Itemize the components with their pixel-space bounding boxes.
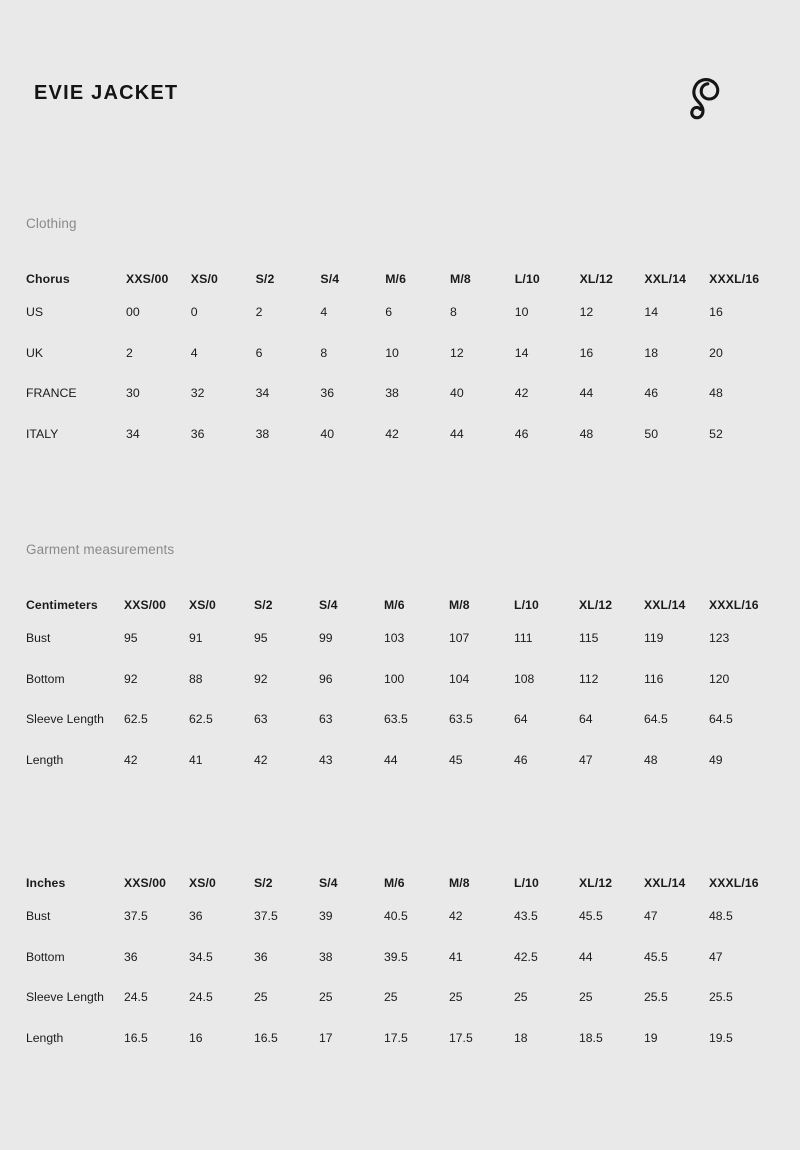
cell: 47	[709, 949, 723, 964]
cell: 6	[385, 305, 393, 320]
cell: 112	[579, 671, 599, 686]
cell: 64	[579, 712, 593, 727]
cell: 16.5	[124, 1030, 148, 1045]
cell: 24.5	[189, 990, 213, 1005]
cell: 49	[709, 752, 723, 767]
cell: 25	[254, 990, 268, 1005]
cell: 44	[579, 386, 594, 401]
cell: 107	[449, 631, 470, 646]
cell: 16	[709, 305, 723, 320]
cell: 18	[514, 1030, 528, 1045]
column-header: M/6	[384, 598, 405, 612]
cell: 25.5	[709, 990, 733, 1005]
column-header: L/10	[514, 876, 539, 890]
cell: 64.5	[709, 712, 733, 727]
cell: 17	[319, 1030, 333, 1045]
cell: 19	[644, 1030, 658, 1045]
cell: 34.5	[189, 949, 213, 964]
cell: 123	[709, 631, 730, 646]
cell: 14	[644, 305, 659, 320]
cell: 25	[449, 990, 463, 1005]
cell: 45.5	[579, 909, 603, 924]
cell: 92	[124, 671, 138, 686]
table-header-row	[26, 254, 774, 292]
inches-table	[26, 858, 774, 1058]
column-header: S/4	[320, 272, 340, 286]
row-label: Length	[26, 1030, 64, 1045]
column-header: Centimeters	[26, 598, 98, 612]
cell: 36	[190, 426, 205, 441]
cell: 46	[644, 386, 659, 401]
cell: 20	[709, 345, 723, 360]
row-label: Sleeve Length	[26, 990, 104, 1005]
column-header: XXL/14	[644, 272, 687, 286]
row-label: Sleeve Length	[26, 712, 104, 727]
cell: 2	[126, 345, 133, 360]
table-row	[26, 740, 774, 781]
cell: 8	[449, 305, 457, 320]
cell: 62.5	[189, 712, 213, 727]
cell: 37.5	[254, 909, 278, 924]
table-row	[26, 414, 774, 455]
table-row	[26, 1018, 774, 1059]
column-header: XL/12	[579, 272, 614, 286]
column-header: M/8	[449, 598, 470, 612]
cell: 44	[579, 949, 593, 964]
cell: 63	[254, 712, 268, 727]
cell: 42	[254, 752, 268, 767]
column-header: L/10	[514, 598, 539, 612]
cell: 18	[644, 345, 659, 360]
cell: 00	[126, 305, 140, 320]
table-row	[26, 699, 774, 740]
cell: 43	[319, 752, 333, 767]
cell: 48	[709, 386, 723, 401]
centimeters-table	[26, 580, 774, 780]
column-header: S/2	[255, 272, 275, 286]
cell: 25.5	[644, 990, 668, 1005]
brand-monogram-icon	[672, 70, 728, 126]
column-header: M/8	[449, 272, 471, 286]
cell: 39.5	[384, 949, 408, 964]
cell: 16.5	[254, 1030, 278, 1045]
row-label: ITALY	[26, 426, 59, 441]
cell: 0	[190, 305, 198, 320]
cell: 16	[579, 345, 594, 360]
table-row	[26, 292, 774, 333]
cell: 95	[124, 631, 138, 646]
cell: 10	[514, 305, 529, 320]
column-header: XXL/14	[644, 876, 686, 890]
section-garment-measurements	[26, 542, 774, 780]
cell: 48.5	[709, 909, 733, 924]
cell: 47	[644, 909, 658, 924]
cell: 6	[255, 345, 263, 360]
cell: 41	[449, 949, 463, 964]
cell: 63.5	[384, 712, 408, 727]
cell: 111	[514, 631, 533, 646]
cell: 46	[514, 752, 528, 767]
section-clothing	[26, 216, 774, 454]
cell: 8	[320, 345, 328, 360]
cell: 42	[385, 426, 399, 441]
cell: 43.5	[514, 909, 538, 924]
table-row	[26, 896, 774, 937]
column-header: XS/0	[190, 272, 218, 286]
row-label: US	[26, 305, 44, 320]
column-header: XS/0	[189, 876, 216, 890]
cell: 36	[320, 386, 335, 401]
cell: 34	[126, 426, 140, 441]
column-header: S/2	[254, 598, 273, 612]
cell: 2	[255, 305, 263, 320]
cell: 104	[449, 671, 470, 686]
column-header: XXXL/16	[709, 272, 760, 286]
column-header: L/10	[514, 272, 540, 286]
column-header: XXS/00	[124, 876, 167, 890]
cell: 42	[449, 909, 463, 924]
column-header: S/4	[319, 876, 338, 890]
table-row	[26, 618, 774, 659]
column-header: Inches	[26, 876, 66, 890]
column-header: XL/12	[579, 876, 613, 890]
page-header	[26, 0, 774, 170]
section-inches	[26, 858, 774, 1058]
clothing-size-table	[26, 254, 774, 454]
column-header: Chorus	[26, 272, 70, 286]
cell: 45	[449, 752, 463, 767]
cell: 25	[319, 990, 333, 1005]
cell: 10	[385, 345, 399, 360]
table-header-row	[26, 580, 774, 618]
row-label: Bust	[26, 909, 51, 924]
row-label: Length	[26, 752, 64, 767]
cell: 34	[255, 386, 270, 401]
cell: 88	[189, 671, 203, 686]
column-header: XXL/14	[644, 598, 686, 612]
table-row	[26, 333, 774, 374]
table-header-row	[26, 858, 774, 896]
column-header: XL/12	[579, 598, 613, 612]
cell: 36	[124, 949, 138, 964]
cell: 44	[384, 752, 398, 767]
cell: 12	[579, 305, 594, 320]
cell: 95	[254, 631, 268, 646]
column-header: S/2	[254, 876, 273, 890]
cell: 45.5	[644, 949, 668, 964]
cell: 48	[644, 752, 658, 767]
cell: 38	[385, 386, 399, 401]
cell: 14	[514, 345, 529, 360]
cell: 38	[319, 949, 333, 964]
cell: 115	[579, 631, 599, 646]
cell: 16	[189, 1030, 203, 1045]
cell: 120	[709, 671, 730, 686]
cell: 119	[644, 631, 664, 646]
cell: 99	[319, 631, 333, 646]
column-header: XXXL/16	[709, 598, 759, 612]
column-header: XS/0	[189, 598, 216, 612]
cell: 41	[189, 752, 203, 767]
cell: 19.5	[709, 1030, 733, 1045]
cell: 91	[189, 631, 203, 646]
cell: 24.5	[124, 990, 148, 1005]
row-label: Bottom	[26, 949, 65, 964]
cell: 40	[449, 386, 464, 401]
cell: 4	[320, 305, 328, 320]
column-header: M/6	[385, 272, 407, 286]
cell: 96	[319, 671, 333, 686]
cell: 47	[579, 752, 593, 767]
cell: 36	[189, 909, 203, 924]
cell: 42.5	[514, 949, 538, 964]
cell: 25	[514, 990, 528, 1005]
cell: 17.5	[449, 1030, 473, 1045]
column-header: M/6	[384, 876, 405, 890]
column-header: XXS/00	[126, 272, 169, 286]
cell: 62.5	[124, 712, 148, 727]
cell: 48	[579, 426, 594, 441]
table-row	[26, 373, 774, 414]
cell: 32	[190, 386, 205, 401]
cell: 100	[384, 671, 405, 686]
section-label-garment-measurements: Garment measurements	[26, 542, 175, 557]
cell: 42	[514, 386, 529, 401]
cell: 25	[384, 990, 398, 1005]
cell: 108	[514, 671, 535, 686]
row-label: Bust	[26, 631, 51, 646]
cell: 50	[644, 426, 659, 441]
table-row	[26, 977, 774, 1018]
cell: 18.5	[579, 1030, 603, 1045]
cell: 116	[644, 671, 664, 686]
cell: 64	[514, 712, 528, 727]
cell: 38	[255, 426, 270, 441]
cell: 4	[190, 345, 198, 360]
cell: 92	[254, 671, 268, 686]
cell: 42	[124, 752, 138, 767]
cell: 52	[709, 426, 723, 441]
cell: 44	[449, 426, 464, 441]
cell: 12	[449, 345, 464, 360]
cell: 36	[254, 949, 268, 964]
cell: 64.5	[644, 712, 668, 727]
cell: 63.5	[449, 712, 473, 727]
cell: 40	[320, 426, 335, 441]
cell: 39	[319, 909, 333, 924]
cell: 63	[319, 712, 333, 727]
row-label: FRANCE	[26, 386, 77, 401]
column-header: XXS/00	[124, 598, 167, 612]
row-label: UK	[26, 345, 44, 360]
column-header: XXXL/16	[709, 876, 759, 890]
cell: 40.5	[384, 909, 408, 924]
table-row	[26, 937, 774, 978]
row-label: Bottom	[26, 671, 65, 686]
section-label-clothing: Clothing	[26, 216, 77, 231]
page-title: EVIE JACKET	[34, 82, 179, 104]
cell: 30	[126, 386, 140, 401]
cell: 37.5	[124, 909, 148, 924]
cell: 46	[514, 426, 529, 441]
table-row	[26, 659, 774, 700]
column-header: M/8	[449, 876, 470, 890]
cell: 17.5	[384, 1030, 408, 1045]
cell: 25	[579, 990, 593, 1005]
cell: 103	[384, 631, 405, 646]
column-header: S/4	[319, 598, 338, 612]
